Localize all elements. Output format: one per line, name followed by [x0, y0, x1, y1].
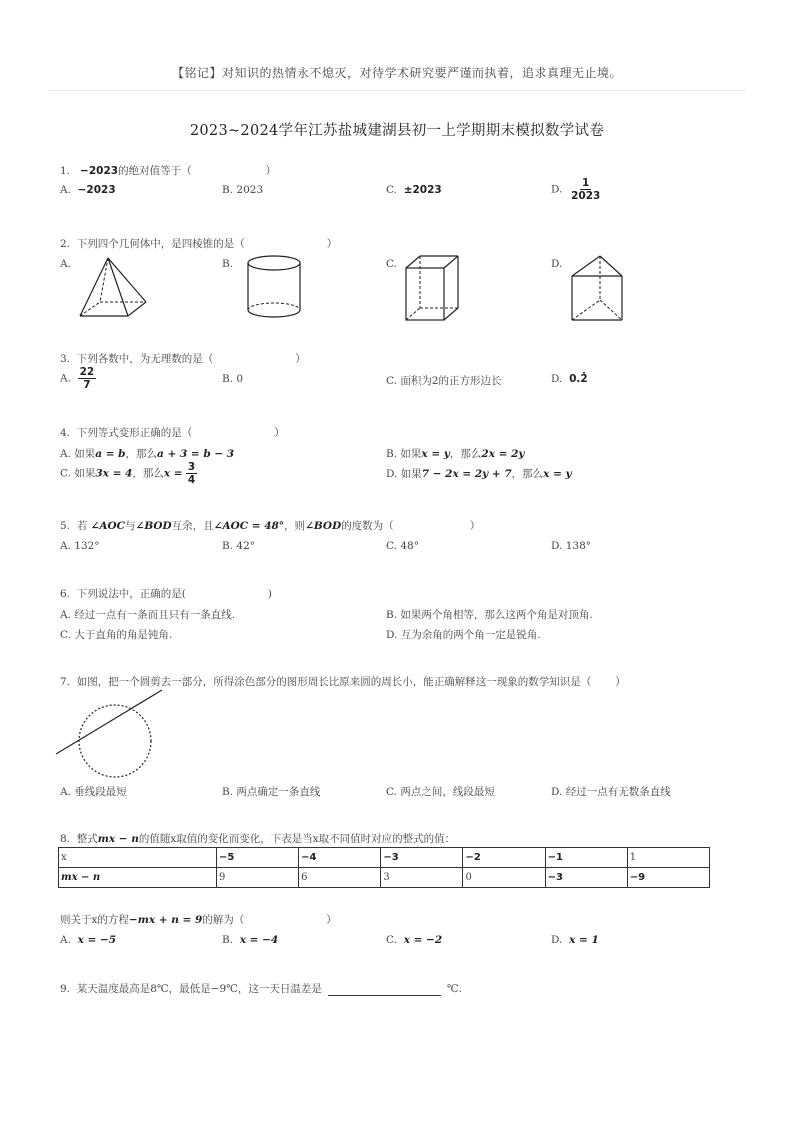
question-text: ，则 [284, 520, 306, 532]
table-cell: 1 [627, 848, 709, 868]
triangular-prism-icon [570, 254, 626, 322]
option-label: A. [60, 934, 71, 946]
option-value: 42° [236, 540, 256, 552]
question-number: 7. [60, 676, 71, 688]
q5-option-a[interactable] [60, 540, 100, 552]
option-label: D. [551, 183, 563, 196]
question-9 [60, 981, 462, 996]
option-label: B. [222, 786, 234, 798]
question-text: 的绝对值等于（ [118, 165, 192, 177]
fraction-denominator: 4 [187, 474, 196, 487]
question-text: 的解为（ [202, 914, 245, 926]
fraction-numerator: 22 [79, 366, 95, 378]
option-label: C. [386, 786, 397, 798]
q4-option-a[interactable] [60, 446, 234, 461]
option-value: 互为余角的两个角一定是锐角. [400, 629, 541, 641]
question-number: 2. [60, 238, 71, 250]
q2-option-b[interactable]: B. [222, 258, 234, 270]
question-1 [60, 163, 276, 178]
q2-option-d[interactable]: D. [551, 258, 563, 270]
question-8-followup [60, 912, 337, 927]
option-label: B. [222, 184, 234, 196]
option-value: 0.2̇ [569, 373, 588, 385]
option-label: B. [222, 540, 234, 552]
q2-option-c[interactable]: C. [386, 258, 397, 270]
cuboid-icon [404, 254, 462, 322]
question-2 [60, 236, 337, 251]
option-value: 138° [565, 540, 592, 552]
cut-circle-icon [54, 688, 166, 784]
question-text: 互余，且 [171, 520, 214, 532]
q5-option-b[interactable] [222, 540, 255, 552]
question-text: 如图，把一个圆剪去一部分，所得涂色部分的图形周长比原来圆的周长小，能正确解释这一现象的数学知识是（ [76, 676, 592, 688]
option-value: 垂线段最短 [74, 786, 127, 798]
option-text: 如果 [74, 448, 96, 460]
question-paren: ） [295, 353, 306, 365]
math-expression: mx − n [97, 833, 139, 845]
question-number: 8. [60, 833, 71, 845]
header-divider [48, 90, 746, 91]
table-cell: −9 [627, 868, 709, 888]
question-text: 下列说法中，正确的是( [76, 588, 186, 600]
unit-text: ℃. [446, 983, 462, 995]
q3-option-c[interactable] [386, 373, 502, 388]
q2-option-a[interactable]: A. [60, 258, 71, 270]
option-value: 132° [74, 540, 100, 552]
option-label: A. [60, 540, 71, 552]
q6-option-c[interactable] [60, 627, 172, 642]
fraction-numerator: 3 [187, 461, 196, 473]
option-label: D. [386, 468, 398, 480]
math-expression: 7 − 2x = 2y + 7 [421, 468, 512, 480]
option-label: C. [386, 934, 397, 946]
table-row [59, 848, 710, 868]
q1-option-c[interactable] [386, 184, 442, 196]
math-expression: ∠BOD [305, 520, 342, 532]
question-number: 1. [60, 165, 71, 177]
table-cell: mx − n [59, 868, 217, 888]
option-label: C. [386, 184, 397, 196]
math-expression: −2023 [80, 165, 119, 177]
question-paren: ） [469, 520, 481, 532]
option-text: ，那么 [132, 467, 164, 480]
question-text: 的值随x取值的变化而变化，下表是当x取不同值时对应的整式的值： [138, 833, 456, 845]
q6-option-a[interactable] [60, 607, 235, 622]
option-text: ，那么 [125, 448, 158, 460]
math-expression: a + 3 = b − 3 [157, 448, 235, 460]
q4-option-d[interactable] [386, 466, 572, 481]
table-cell: x [59, 848, 217, 868]
math-expression: x = y [543, 468, 572, 480]
table-cell: 0 [463, 868, 545, 888]
question-text: 则关于x的方程 [60, 914, 129, 926]
fraction-denominator: 7 [83, 379, 91, 392]
q6-option-d[interactable] [386, 627, 541, 642]
option-value: 0 [236, 373, 244, 385]
math-expression: x = [163, 467, 183, 480]
option-label: A. [60, 609, 71, 621]
option-label: C. [386, 375, 397, 387]
q6-option-b[interactable] [386, 607, 593, 622]
option-value: x = −4 [239, 934, 279, 946]
question-text: 下列各数中，为无理数的是（ [76, 353, 214, 365]
value-table [58, 847, 710, 888]
question-number: 3. [60, 353, 71, 365]
table-cell: 3 [381, 868, 463, 888]
q3-option-a[interactable] [60, 366, 96, 391]
question-3 [60, 351, 306, 366]
answer-blank[interactable] [328, 985, 441, 996]
fraction-numerator: 1 [582, 177, 590, 189]
question-text: 与 [125, 520, 136, 532]
table-row [59, 868, 710, 888]
math-expression: ∠BOD [135, 520, 172, 532]
question-text: 下列等式变形正确的是（ [76, 427, 193, 439]
option-text: ，那么 [511, 468, 544, 480]
question-number: 6. [60, 588, 71, 600]
question-paren: ） [274, 427, 285, 439]
option-value: 两点之间，线段最短 [400, 786, 495, 798]
table-cell: 9 [217, 868, 299, 888]
q5-option-c[interactable] [386, 540, 419, 552]
question-4 [60, 425, 285, 440]
option-label: A. [60, 786, 71, 798]
question-7 [60, 674, 626, 689]
option-label: A. [60, 448, 71, 460]
fraction [569, 177, 602, 202]
q1-option-a[interactable] [60, 184, 116, 196]
q4-option-c[interactable] [60, 461, 197, 486]
q8-option-a[interactable] [60, 934, 116, 946]
question-paren: ） [326, 914, 337, 926]
question-paren: ) [267, 588, 272, 600]
q8-option-d[interactable] [551, 934, 599, 946]
pyramid-icon [78, 256, 150, 320]
option-label: A. [60, 184, 71, 196]
option-text: 如果 [74, 467, 96, 480]
table-cell: −3 [545, 868, 627, 888]
fraction [186, 461, 197, 486]
option-label: D. [551, 786, 563, 798]
q8-option-c[interactable] [386, 934, 442, 946]
question-text: 整式 [76, 833, 98, 845]
question-6 [60, 586, 272, 601]
table-cell: −1 [545, 848, 627, 868]
option-value: 两点确定一条直线 [236, 786, 321, 798]
option-label: A. [60, 372, 71, 385]
question-text: 下列四个几何体中，是四棱锥的是（ [76, 238, 245, 250]
fraction [78, 366, 97, 391]
table-cell: −2 [463, 848, 545, 868]
option-value: 大于直角的角是钝角. [74, 629, 173, 641]
question-text: 若 [76, 520, 88, 532]
option-label: C. [60, 629, 71, 641]
q1-option-b[interactable] [222, 184, 263, 196]
question-number: 4. [60, 427, 71, 439]
question-paren: ） [326, 238, 338, 250]
option-value: −2023 [77, 184, 116, 196]
math-expression: ∠AOC = 48° [213, 520, 285, 532]
q3-option-d[interactable] [551, 373, 588, 385]
math-expression: −mx + n = 9 [128, 914, 203, 926]
q4-option-b[interactable] [386, 446, 524, 461]
q3-option-b[interactable] [222, 373, 243, 385]
option-label: D. [551, 373, 563, 385]
option-value: 2023 [236, 184, 264, 196]
math-expression: 3x = 4 [95, 467, 133, 480]
option-label: C. [60, 467, 71, 480]
option-value: x = −5 [77, 934, 117, 946]
q7-option-a[interactable] [60, 784, 127, 799]
q5-option-d[interactable] [551, 540, 591, 552]
option-text: 如果 [400, 468, 422, 480]
cylinder-icon [246, 254, 304, 320]
option-label: B. [222, 373, 234, 385]
page-title: 2023~2024学年江苏盐城建湖县初一上学期期末模拟数学试卷 [189, 123, 605, 139]
option-value: x = −2 [403, 934, 443, 946]
q8-option-b[interactable] [222, 934, 278, 946]
math-expression: x = y [421, 448, 450, 460]
question-5 [60, 518, 480, 533]
option-value: 经过一点有无数条直线 [565, 786, 671, 798]
question-8 [60, 831, 455, 846]
question-text: 某天温度最高是8℃，最低是−9℃，这一天日温差是 [76, 983, 322, 995]
option-value: 如果两个角相等，那么这两个角是对顶角. [400, 609, 593, 621]
option-value: x = 1 [569, 934, 599, 946]
option-label: D. [551, 934, 563, 946]
math-expression: ∠AOC [90, 520, 126, 532]
question-paren: ） [615, 676, 626, 688]
table-cell: −4 [299, 848, 381, 868]
option-label: D. [386, 629, 398, 641]
question-text: 的度数为（ [341, 520, 394, 532]
math-expression: a = b [95, 448, 126, 460]
q7-option-c[interactable] [386, 784, 495, 799]
fraction-denominator: 2023 [571, 190, 601, 203]
question-paren: ） [265, 165, 277, 177]
q1-option-d[interactable] [551, 177, 602, 202]
math-expression: 2x = 2y [481, 448, 525, 460]
option-value: 48° [400, 540, 419, 552]
option-value: 经过一点有一条而且只有一条直线. [74, 609, 236, 621]
option-label: D. [551, 540, 563, 552]
question-number: 9. [60, 983, 71, 995]
option-label: B. [386, 448, 398, 460]
table-cell: −3 [381, 848, 463, 868]
option-text: ，那么 [449, 448, 482, 460]
table-cell: 6 [299, 868, 381, 888]
option-label: B. [222, 934, 234, 946]
option-label: C. [386, 540, 397, 552]
question-number: 5. [60, 520, 71, 532]
option-value: 面积为2的正方形边长 [400, 375, 502, 387]
q7-option-b[interactable] [222, 784, 320, 799]
motto: 【铭记】对知识的热情永不熄灭，对待学术研究要严谨而执着，追求真理无止境。 [171, 66, 622, 80]
option-text: 如果 [400, 448, 422, 460]
table-cell: −5 [217, 848, 299, 868]
option-value: ±2023 [403, 184, 442, 196]
q7-option-d[interactable] [551, 784, 671, 799]
option-label: B. [386, 609, 398, 621]
